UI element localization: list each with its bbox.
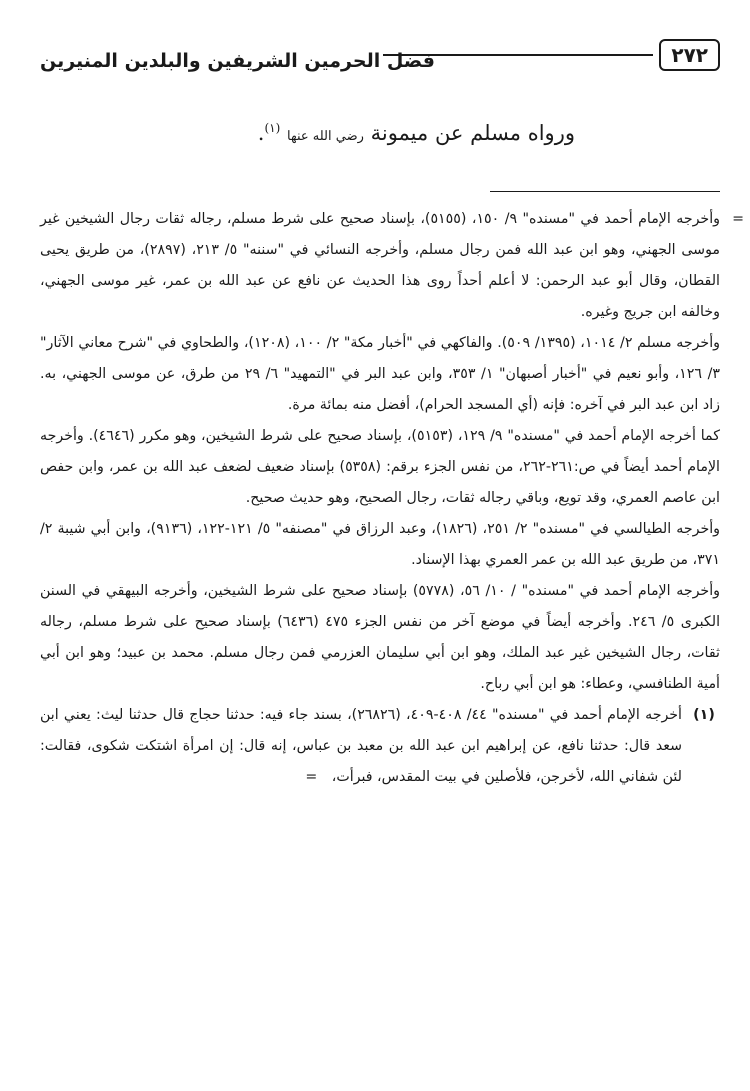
book-page [40,30,744,1071]
footnote-separator [490,191,720,192]
footnote-continuation-paragraph [40,576,720,700]
main-sentence: ورواه مسلم عن ميمونة [370,121,575,145]
footnote-text: وأخرجه الطيالسي في "مسنده" ٢/ ٢٥١، (١٨٢٦)، وعبد الرزاق في "مصنفه" ٥/ ١٢١-١٢٢، (٩١٣٦)، وابن أبي شيبة ٢/ ٣٧١، من طريق عبد الله بن عمر العمري بهذا الإسناد. [40,521,721,568]
footnote-text: كما أخرجه الإمام أحمد في "مسنده" ٩/ ١٢٩، (٥١٥٣)، بإسناد صحيح على شرط الشيخين، وهو مكرر (٤٦٤٦). وأخرجه الإمام أحمد أيضاً في ص:٢٦١-٢٦٢، من نفس الجزء برقم: (٥٣٥٨) بإسناد ضعيف لضعف عبد الله بن عمر، وابن حفص ابن عاصم العمري، وقد تويع، وباقي رجاله ثقات، رجال الصحيح، وهو حديث صحيح. [40,428,721,506]
page-header [40,30,720,80]
footnote-1 [40,700,720,793]
footnote-continuation-paragraph [40,204,744,328]
footnote-continuation-paragraph [40,328,720,421]
page-number: ٢٧٢ [659,39,720,71]
footnote-reference: (١) [264,121,281,135]
footnote-number: (١) [693,707,715,723]
continuation-marker: = [732,211,744,227]
footnote-text: وأخرجه الإمام أحمد في "مسنده" ٩/ ١٥٠، (٥١٥٥)، بإسناد صحيح على شرط مسلم، رجاله ثقات رجال الشيخين غير موسى الجهني، وهو ابن عبد الله فمن رجال مسلم، وأخرجه النسائي في "سننه" ٥/ ٢١٣، (٢٨٩٧)، من طريق يحيى القطان، وقال أبو عبد الرحمن: لا أعلم أحداً روى هذا الحديث عن نافع عن عبد الله بن عمر، غير موسى الجهني، وخالفه ابن جريج وغيره. [40,211,721,320]
sentence-end: . [257,121,265,145]
footnote-continuation-paragraph [40,514,720,576]
honorific-seal: رضي الله عنها [287,129,364,144]
running-title: فضل الحرمين الشريفين والبلدين المنيرين [40,50,435,72]
main-text [40,112,720,153]
footnote-continuation-paragraph [40,421,720,514]
footnotes [40,204,744,793]
footnote-text: أخرجه الإمام أحمد في "مسنده" ٤٤/ ٤٠٨-٤٠٩، (٢٦٨٢٦)، بسند جاء فيه: حدثنا حجاج قال حدثنا ليث: يعني ابن سعد قال: حدثنا نافع، عن إبراهيم ابن عبد الله بن معبد بن عباس، إنه قال: إن امرأة اشتكت شكوى، فقالت: لئن شفاني الله، لأخرجن، فلأصلين في بيت المقدس، فبرأت، [40,707,682,785]
footnote-text: وأخرجه مسلم ٢/ ١٠١٤، (١٣٩٥/ ٥٠٩). والفاكهي في "أخبار مكة" ٢/ ١٠٠، (١٢٠٨)، والطحاوي في "شرح معاني الآثار" ٣/ ١٢٦، وأبو نعيم في "أخبار أصبهان" ١/ ٣٥٣، وابن عبد البر في "التمهيد" ٦/ ٢٩ من طرق، عن موسى الجهني، به. زاد ابن عبد البر في آخره: فإنه (أي المسجد الحرام)، أفضل منه بمائة مرة. [40,335,720,413]
continues-marker: = [305,769,318,785]
footnote-text: وأخرجه الإمام أحمد في "مسنده" / ١٠/ ٥٦، (٥٧٧٨) بإسناد صحيح على شرط الشيخين، وأخرجه البيهقي في السنن الكبرى ٥/ ٢٤٦. وأخرجه أيضاً في موضع آخر من نفس الجزء ٤٧٥ (٦٤٣٦) بإسناد صحيح على شرط مسلم، رجاله ثقات، رجال الشيخين غير عبد الملك، وهو ابن أبي سليمان العزرمي فمن رجال مسلم. محمد بن عبيد؛ وهو ابن أبي أمية الطنافسي، وعطاء: هو ابن أبي رباح. [40,583,721,692]
